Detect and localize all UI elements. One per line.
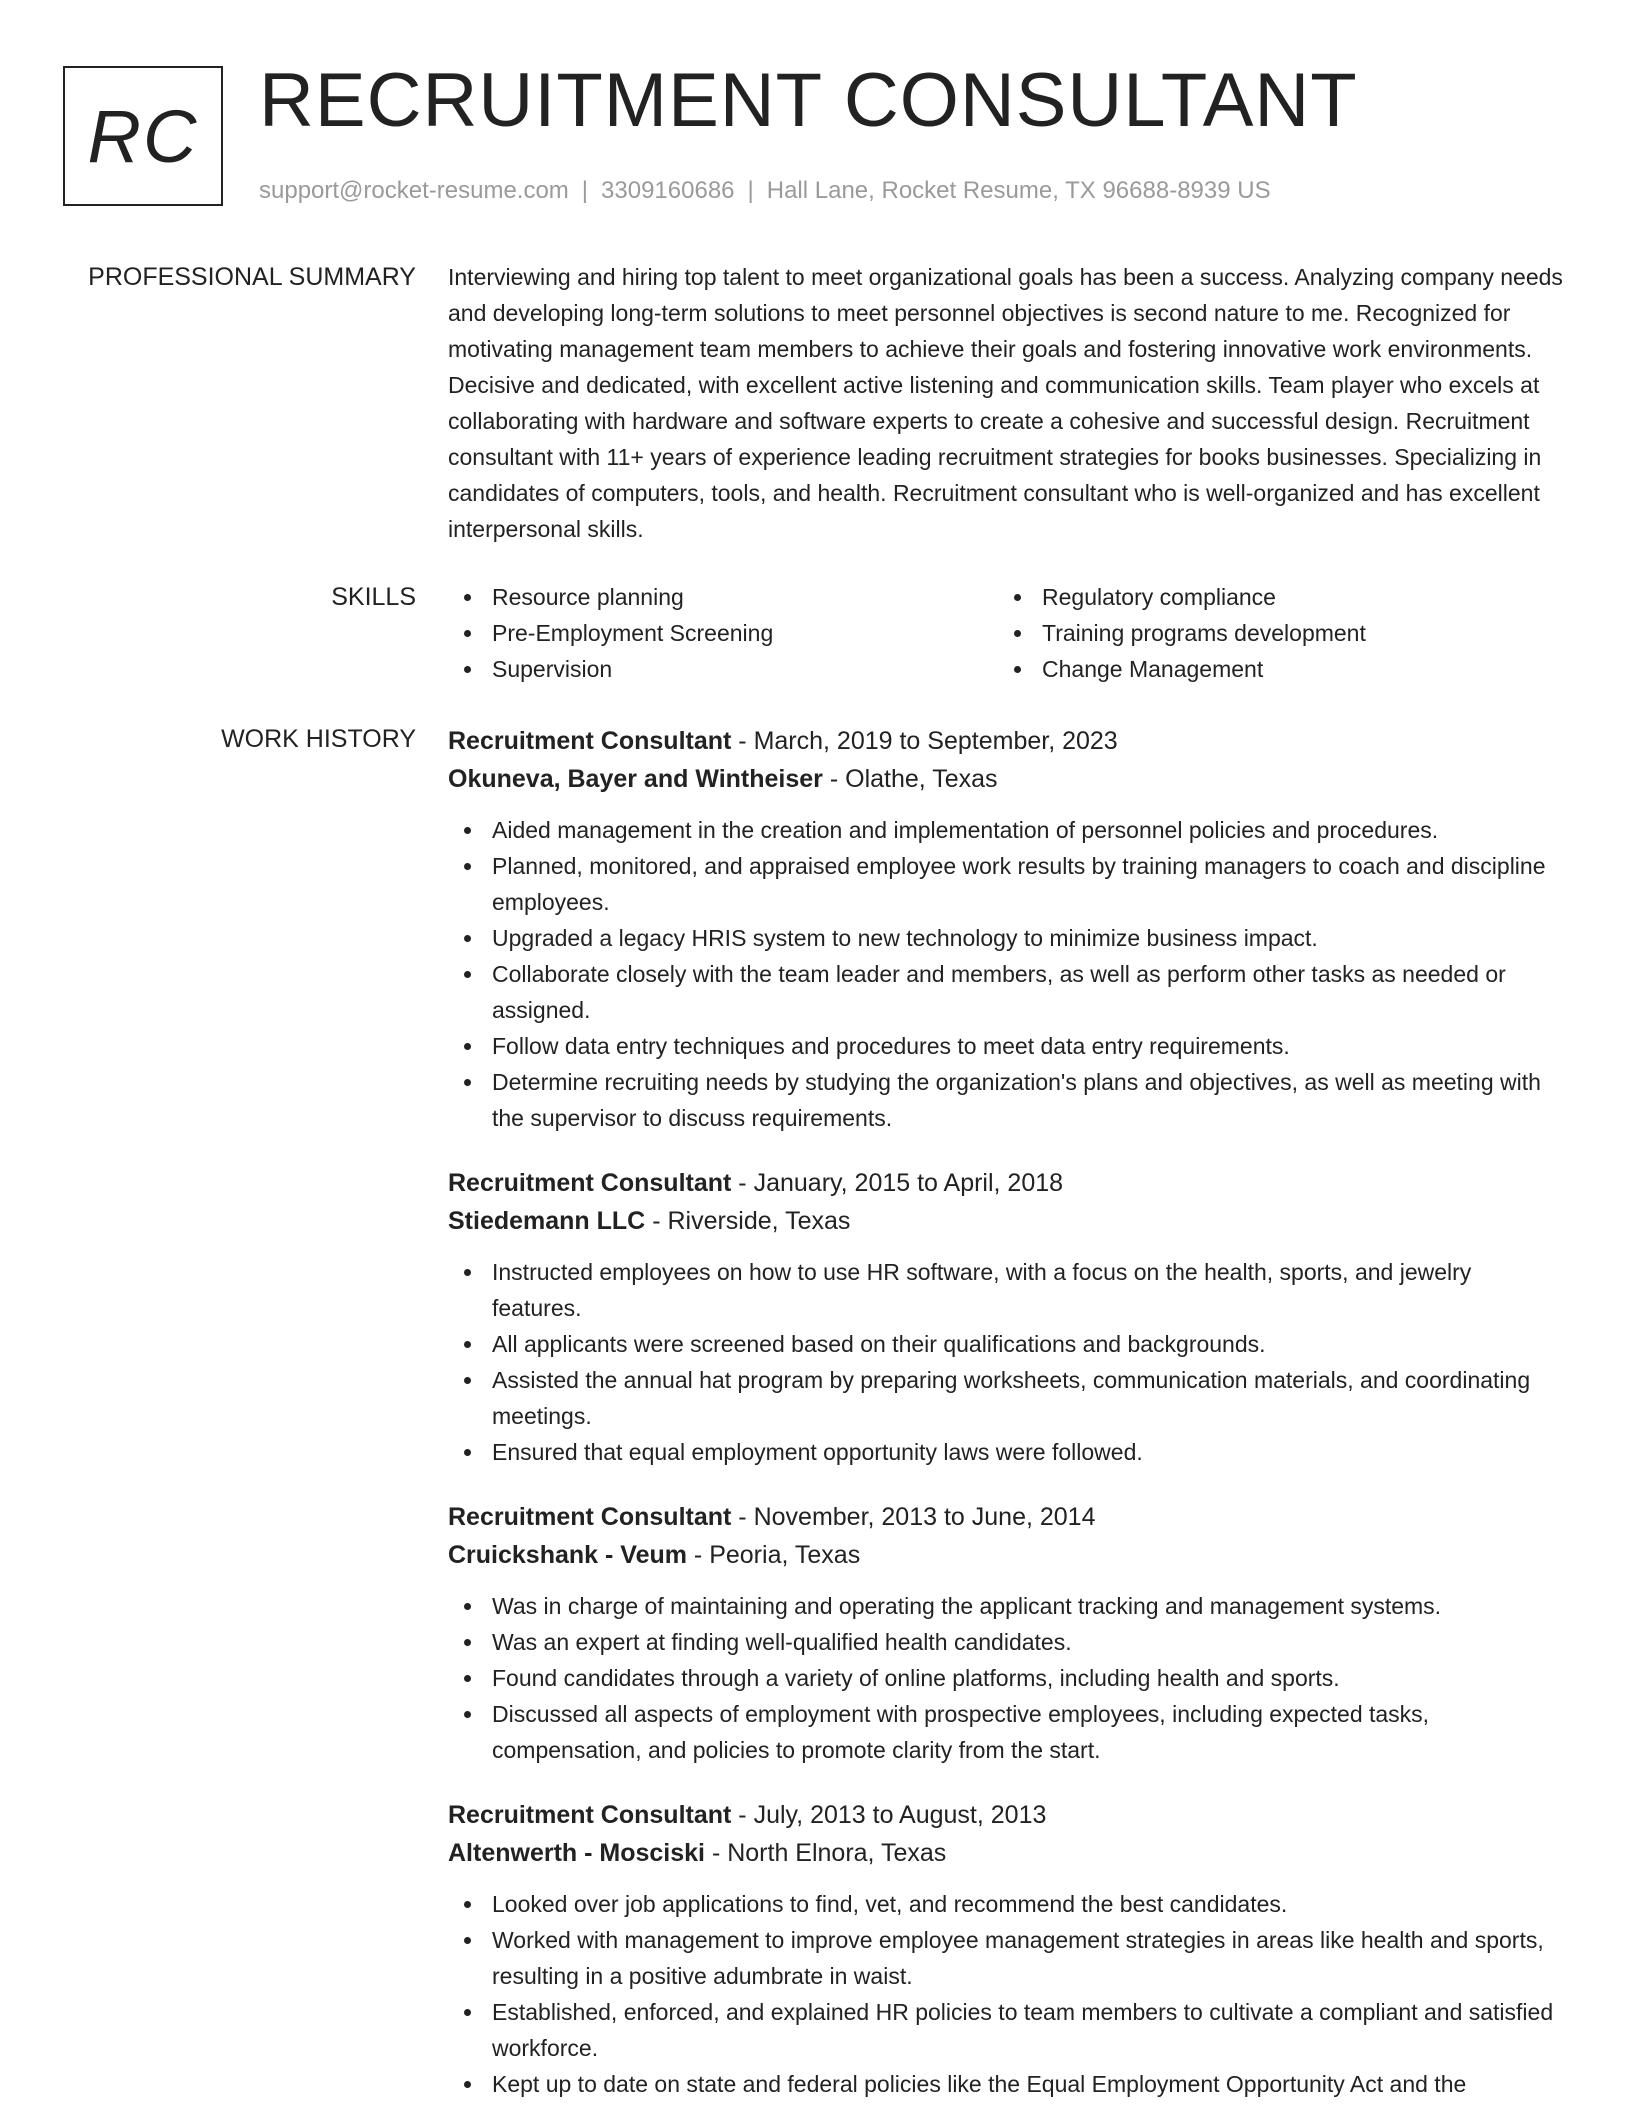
job-bullet: Discussed all aspects of employment with prospective employees, including expected tasks, compensation, and policies to promote clarity from the start.: [448, 1696, 1566, 1768]
work-history: [448, 722, 1566, 2120]
skills-column-right: [998, 579, 1548, 687]
job-company-line: [448, 1834, 1566, 1872]
job-company-line: [448, 1536, 1566, 1574]
job-dates: - January, 2015 to April, 2018: [731, 1169, 1064, 1197]
skills-heading: SKILLS: [331, 583, 416, 611]
contact-separator: |: [581, 177, 589, 204]
summary-text: Interviewing and hiring top talent to meet organizational goals has been a success. Analyzing company needs and developing long-term solutions to meet personnel objectives is second nature to me. Recognized for motivating management team members to achieve their goals and fostering innovative work environments. Decisive and dedicated, with excellent active listening and communication skills. Team player who excels at collaborating with hardware and software experts to create a cohesive and successful design. Recruitment consultant with 11+ years of experience leading recruitment strategies for books businesses. Specializing in candidates of computers, tools, and health. Recruitment consultant who is well-organized and has excellent interpersonal skills.: [448, 264, 1563, 542]
job-bullet: Assisted the annual hat program by preparing worksheets, communication materials, and coordinating meetings.: [448, 1362, 1566, 1434]
job-bullet: Ensured that equal employment opportunity laws were followed.: [448, 1434, 1566, 1470]
job-bullets: [448, 1886, 1566, 2102]
job-bullet: Found candidates through a variety of online platforms, including health and sports.: [448, 1660, 1566, 1696]
job-title-line: [448, 1796, 1566, 1834]
job-dates: - March, 2019 to September, 2023: [731, 727, 1118, 755]
job-entry: [448, 1498, 1566, 1768]
job-title-line: [448, 1164, 1566, 1202]
job-bullet: Established, enforced, and explained HR policies to team members to cultivate a compliant and satisfied workforce.: [448, 1994, 1566, 2066]
job-entry: [448, 1164, 1566, 1470]
job-company-line: [448, 1202, 1566, 1240]
summary-heading: PROFESSIONAL SUMMARY: [88, 263, 416, 291]
contact-line: [259, 174, 1271, 208]
job-bullet: Worked with management to improve employee management strategies in areas like health and sports, resulting in a positive adumbrate in waist.: [448, 1922, 1566, 1994]
job-bullet: Instructed employees on how to use HR software, with a focus on the health, sports, and jewelry features.: [448, 1254, 1566, 1326]
job-title: Recruitment Consultant: [448, 1169, 732, 1197]
job-bullet: Looked over job applications to find, vet, and recommend the best candidates.: [448, 1886, 1566, 1922]
job-bullet: Determine recruiting needs by studying the organization's plans and objectives, as well as meeting with the supervisor to discuss requirements.: [448, 1064, 1566, 1136]
job-bullet: Aided management in the creation and implementation of personnel policies and procedures.: [448, 812, 1566, 848]
skills-list: [448, 579, 1566, 687]
job-title: Recruitment Consultant: [448, 1503, 732, 1531]
job-bullets: [448, 1588, 1566, 1768]
skill-item: Change Management: [998, 651, 1548, 687]
job-dates: - November, 2013 to June, 2014: [731, 1503, 1096, 1531]
contact-separator: |: [747, 177, 754, 204]
skills-column-left: [448, 579, 998, 687]
job-company: Altenwerth - Mosciski: [448, 1839, 705, 1867]
skill-item: Regulatory compliance: [998, 579, 1548, 615]
contact-phone[interactable]: 3309160686: [601, 177, 735, 204]
job-company: Okuneva, Bayer and Wintheiser: [448, 765, 823, 793]
job-location: - Riverside, Texas: [645, 1207, 851, 1235]
job-location: - Olathe, Texas: [822, 765, 998, 793]
job-location: - North Elnora, Texas: [705, 1839, 947, 1867]
contact-address: Hall Lane, Rocket Resume, TX 96688-8939 US: [766, 177, 1271, 204]
job-bullet: Was in charge of maintaining and operating the applicant tracking and management systems.: [448, 1588, 1566, 1624]
job-entry: [448, 1796, 1566, 2102]
job-company: Stiedemann LLC: [448, 1207, 646, 1235]
work-history-heading: WORK HISTORY: [221, 725, 416, 753]
job-bullet: Follow data entry techniques and procedures to meet data entry requirements.: [448, 1028, 1566, 1064]
job-location: - Peoria, Texas: [686, 1541, 861, 1569]
job-title: Recruitment Consultant: [448, 1801, 732, 1829]
job-bullet: Upgraded a legacy HRIS system to new technology to minimize business impact.: [448, 920, 1566, 956]
job-bullet: Kept up to date on state and federal policies like the Equal Employment Opportunity Act and the: [448, 2066, 1566, 2102]
resume-title: RECRUITMENT CONSULTANT: [259, 58, 1358, 143]
job-bullet: Was an expert at finding well-qualified health candidates.: [448, 1624, 1566, 1660]
job-entry: [448, 722, 1566, 1136]
job-bullets: [448, 812, 1566, 1136]
skill-item: Supervision: [448, 651, 998, 687]
job-title: Recruitment Consultant: [448, 727, 732, 755]
job-bullets: [448, 1254, 1566, 1470]
skill-item: Resource planning: [448, 579, 998, 615]
skill-item: Pre-Employment Screening: [448, 615, 998, 651]
job-title-line: [448, 1498, 1566, 1536]
skill-item: Training programs development: [998, 615, 1548, 651]
job-company: Cruickshank - Veum: [448, 1541, 687, 1569]
job-bullet: Collaborate closely with the team leader and members, as well as perform other tasks as needed or assigned.: [448, 956, 1566, 1028]
job-company-line: [448, 760, 1566, 798]
contact-email[interactable]: support@rocket-resume.com: [259, 177, 569, 204]
job-title-line: [448, 722, 1566, 760]
monogram-initials: RC: [63, 66, 223, 206]
job-dates: - July, 2013 to August, 2013: [731, 1801, 1047, 1829]
job-bullet: All applicants were screened based on their qualifications and backgrounds.: [448, 1326, 1566, 1362]
job-bullet: Planned, monitored, and appraised employee work results by training managers to coach and discipline employees.: [448, 848, 1566, 920]
